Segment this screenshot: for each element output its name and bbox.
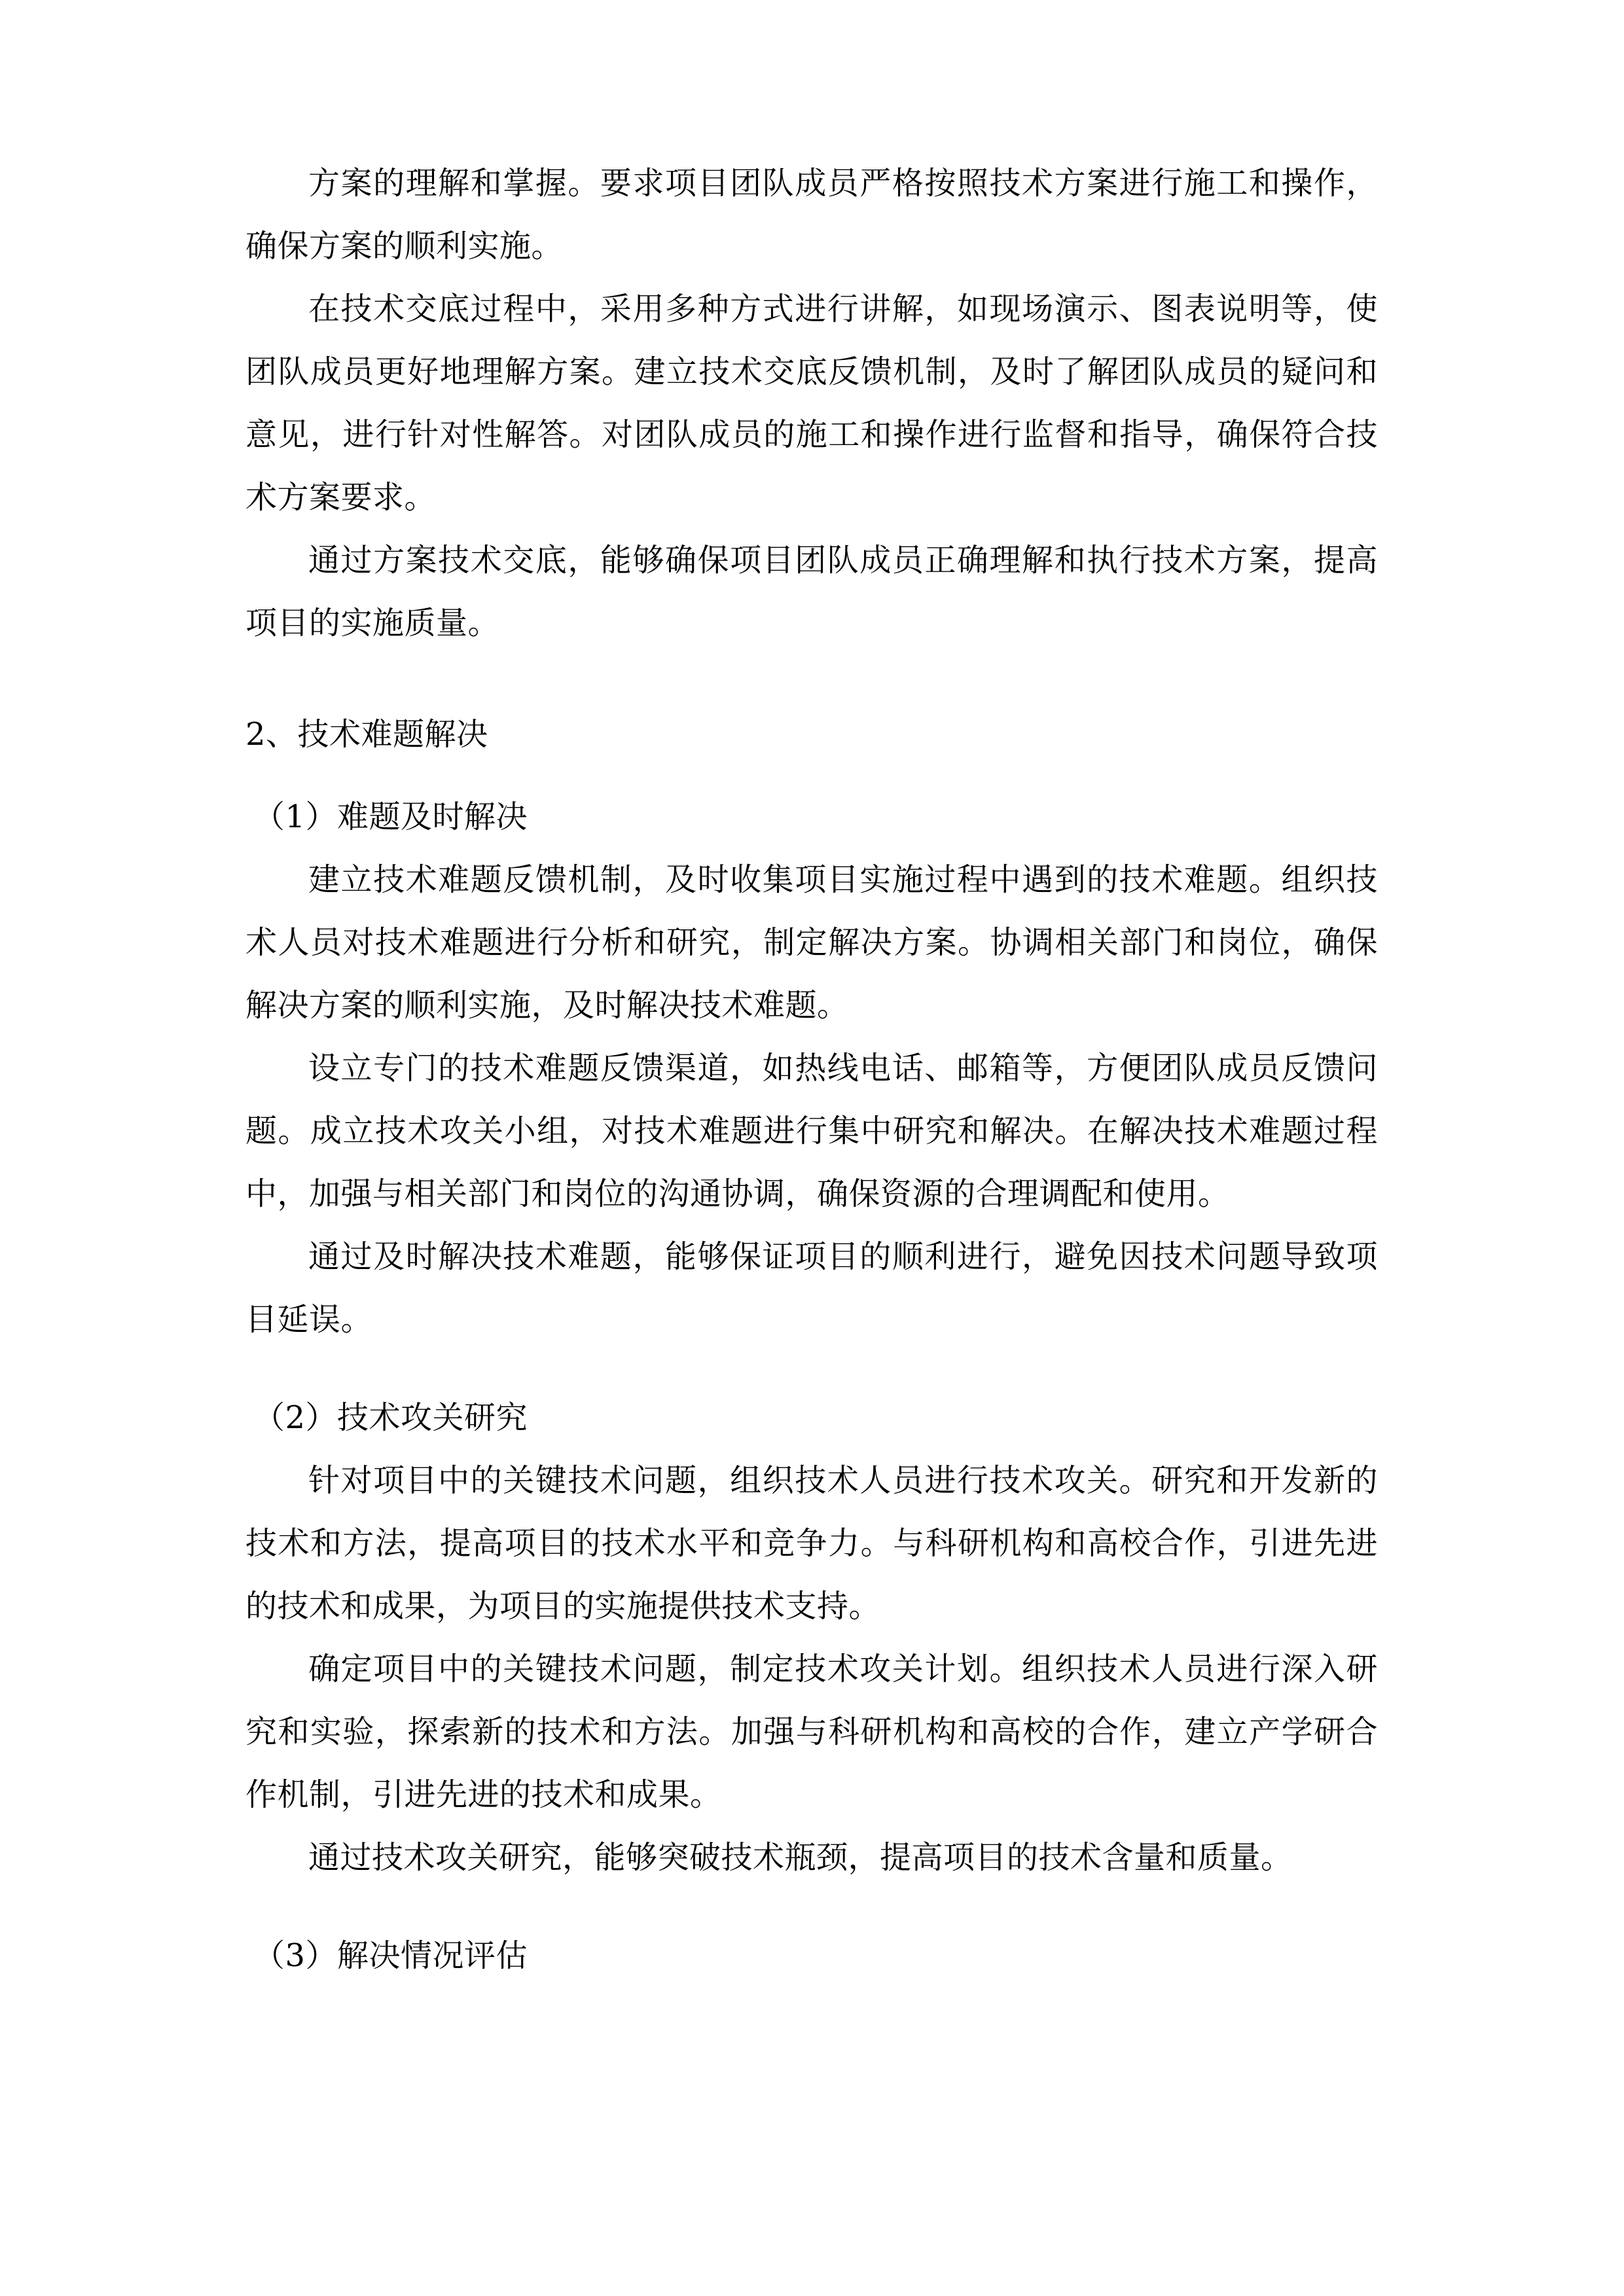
heading-resolution-assessment: （3）解决情况评估 [253,1937,528,1974]
paragraph-key-technical-issues: 针对项目中的关键技术问题，组织技术人员进行技术攻关。研究和开发新的技术和方法，提高项目的技术水平和竞争力。与科研机构和高校合作，引进先进的技术和成果，为项目的实施提供技术支持。 [245,1462,1378,1624]
heading-timely-problem-resolution: （1）难题及时解决 [253,798,528,835]
heading-technical-problem-solving: 2、技术难题解决 [245,716,488,753]
paragraph-disclosure-outcome: 通过方案技术交底，能够确保项目团队成员正确理解和执行技术方案，提高项目的实施质量。 [245,542,1378,641]
paragraph-resolution-outcome: 通过及时解决技术难题，能够保证项目的顺利进行，避免因技术问题导致项目延误。 [245,1238,1378,1338]
paragraph-disclosure-process: 在技术交底过程中，采用多种方式进行讲解，如现场演示、图表说明等，使团队成员更好地理解方案。建立技术交底反馈机制，及时了解团队成员的疑问和意见，进行针对性解答。对团队成员的施工和操作进行监督和指导，确保符合技术方案要求。 [245,291,1378,516]
paragraph-feedback-channels: 设立专门的技术难题反馈渠道，如热线电话、邮箱等，方便团队成员反馈问题。成立技术攻关小组，对技术难题进行集中研究和解决。在解决技术难题过程中，加强与相关部门和岗位的沟通协调，确保资源的合理调配和使用。 [245,1050,1378,1212]
paragraph-research-outcome: 通过技术攻关研究，能够突破技术瓶颈，提高项目的技术含量和质量。 [308,1839,1293,1876]
paragraph-research-plan: 确定项目中的关键技术问题，制定技术攻关计划。组织技术人员进行深入研究和实验，探索新的技术和方法。加强与科研机构和高校的合作，建立产学研合作机制，引进先进的技术和成果。 [245,1651,1378,1813]
paragraph-feedback-mechanism: 建立技术难题反馈机制，及时收集项目实施过程中遇到的技术难题。组织技术人员对技术难题进行分析和研究，制定解决方案。协调相关部门和岗位，确保解决方案的顺利实施，及时解决技术难题。 [245,861,1378,1024]
heading-technical-research: （2）技术攻关研究 [253,1399,528,1436]
paragraph-scheme-understanding: 方案的理解和掌握。要求项目团队成员严格按照技术方案进行施工和操作，确保方案的顺利实施。 [245,165,1378,264]
document-text-column [245,152,1378,1987]
